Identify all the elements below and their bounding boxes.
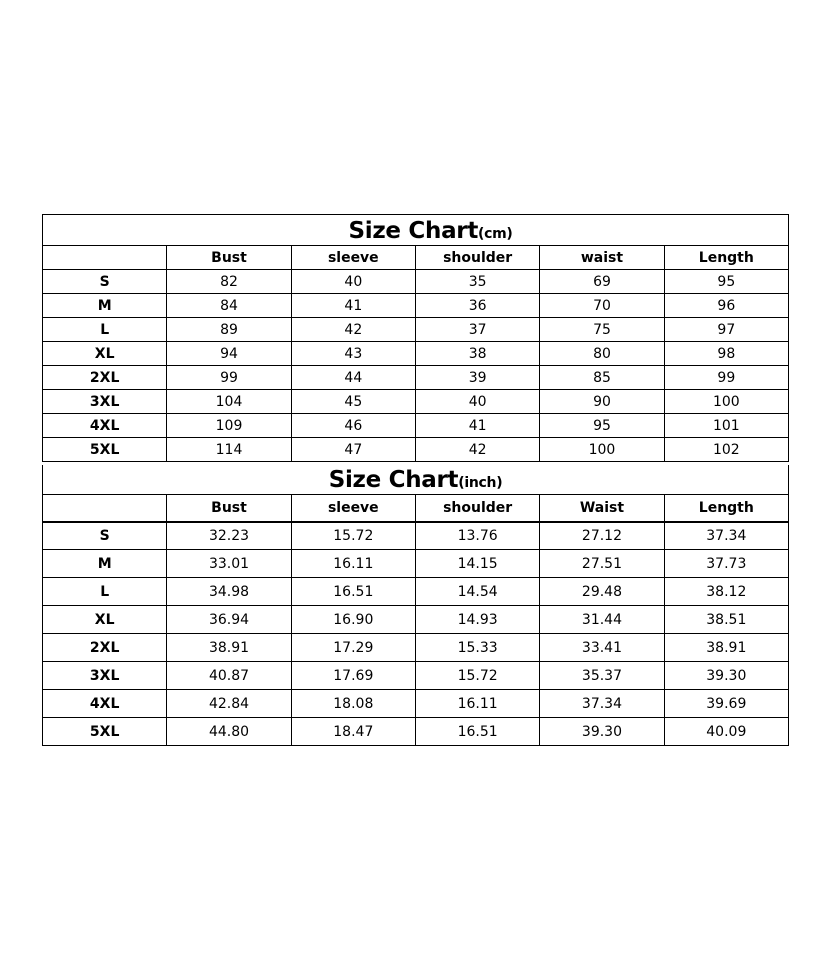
size-label-cell: M [43,550,167,578]
chart-title-row [42,214,789,245]
measurement-cell: 33.01 [167,550,291,578]
chart-unit: (cm) [478,226,513,242]
measurement-cell: 16.90 [291,606,415,634]
measurement-cell: 38 [415,342,539,366]
measurement-cell: 69 [540,270,664,294]
header-size-cell [43,246,167,270]
measurement-cell: 29.48 [540,578,664,606]
measurement-cell: 95 [664,270,788,294]
header-row [43,495,789,522]
measurement-cell: 39.30 [540,718,664,746]
table-row [43,522,789,550]
measurement-cell: 38.51 [664,606,788,634]
measurement-cell: 47 [291,438,415,462]
table-row [43,578,789,606]
size-chart-cm [42,214,789,462]
size-label-cell: 4XL [43,690,167,718]
measurement-cell: 16.51 [291,578,415,606]
table-row [43,366,789,390]
size-label-cell: XL [43,606,167,634]
table-row [43,690,789,718]
header-row [43,246,789,270]
measurement-cell: 40 [291,270,415,294]
size-label-cell: 2XL [43,634,167,662]
chart-title-text: Size Chart [328,467,459,493]
measurement-cell: 43 [291,342,415,366]
table-row [43,294,789,318]
measurement-cell: 14.15 [415,550,539,578]
measurement-cell: 95 [540,414,664,438]
measurement-cell: 39.30 [664,662,788,690]
measurement-cell: 37.73 [664,550,788,578]
measurement-cell: 41 [291,294,415,318]
table-row [43,662,789,690]
measurement-cell: 40.87 [167,662,291,690]
size-label-cell: 3XL [43,390,167,414]
size-label-cell: 5XL [43,438,167,462]
measurement-cell: 42 [291,318,415,342]
measurement-cell: 38.12 [664,578,788,606]
table-row [43,718,789,746]
measurement-cell: 114 [167,438,291,462]
measurement-cell: 42 [415,438,539,462]
measurement-cell: 14.54 [415,578,539,606]
measurement-cell: 37.34 [540,690,664,718]
header-cell: Length [664,246,788,270]
measurement-cell: 17.69 [291,662,415,690]
size-label-cell: XL [43,342,167,366]
header-cell: sleeve [291,246,415,270]
measurement-cell: 75 [540,318,664,342]
header-cell: Length [664,495,788,522]
measurement-cell: 82 [167,270,291,294]
measurement-cell: 97 [664,318,788,342]
measurement-cell: 44.80 [167,718,291,746]
measurement-cell: 38.91 [664,634,788,662]
size-label-cell: 2XL [43,366,167,390]
measurement-cell: 16.51 [415,718,539,746]
size-label-cell: 5XL [43,718,167,746]
measurement-cell: 39.69 [664,690,788,718]
measurement-cell: 85 [540,366,664,390]
size-table-cm [42,245,789,462]
measurement-cell: 40 [415,390,539,414]
measurement-cell: 41 [415,414,539,438]
measurement-cell: 109 [167,414,291,438]
measurement-cell: 98 [664,342,788,366]
measurement-cell: 100 [664,390,788,414]
size-label-cell: S [43,270,167,294]
measurement-cell: 90 [540,390,664,414]
measurement-cell: 100 [540,438,664,462]
header-cell: Waist [540,495,664,522]
measurement-cell: 39 [415,366,539,390]
measurement-cell: 27.51 [540,550,664,578]
measurement-cell: 27.12 [540,522,664,550]
size-label-cell: M [43,294,167,318]
chart-unit: (inch) [458,475,503,491]
size-label-cell: L [43,578,167,606]
measurement-cell: 37.34 [664,522,788,550]
table-row [43,390,789,414]
chart-title [43,217,788,248]
table-row [43,318,789,342]
chart-title-text: Size Chart [348,218,479,244]
measurement-cell: 32.23 [167,522,291,550]
measurement-cell: 38.91 [167,634,291,662]
size-label-cell: 4XL [43,414,167,438]
header-cell: waist [540,246,664,270]
table-row [43,606,789,634]
measurement-cell: 15.33 [415,634,539,662]
measurement-cell: 18.47 [291,718,415,746]
measurement-cell: 45 [291,390,415,414]
header-cell: Bust [167,495,291,522]
measurement-cell: 44 [291,366,415,390]
table-row [43,270,789,294]
measurement-cell: 40.09 [664,718,788,746]
table-row [43,550,789,578]
size-chart-inch [42,465,789,746]
measurement-cell: 46 [291,414,415,438]
measurement-cell: 31.44 [540,606,664,634]
measurement-cell: 36.94 [167,606,291,634]
table-row [43,438,789,462]
measurement-cell: 36 [415,294,539,318]
measurement-cell: 99 [167,366,291,390]
measurement-cell: 37 [415,318,539,342]
measurement-cell: 94 [167,342,291,366]
table-row [43,634,789,662]
measurement-cell: 35 [415,270,539,294]
measurement-cell: 35.37 [540,662,664,690]
measurement-cell: 84 [167,294,291,318]
chart-title [43,466,788,497]
header-cell: shoulder [415,246,539,270]
measurement-cell: 15.72 [291,522,415,550]
measurement-cell: 33.41 [540,634,664,662]
measurement-cell: 89 [167,318,291,342]
measurement-cell: 102 [664,438,788,462]
size-label-cell: S [43,522,167,550]
size-label-cell: L [43,318,167,342]
measurement-cell: 80 [540,342,664,366]
measurement-cell: 17.29 [291,634,415,662]
measurement-cell: 13.76 [415,522,539,550]
size-label-cell: 3XL [43,662,167,690]
measurement-cell: 15.72 [415,662,539,690]
measurement-cell: 18.08 [291,690,415,718]
measurement-cell: 34.98 [167,578,291,606]
measurement-cell: 99 [664,366,788,390]
header-cell: sleeve [291,495,415,522]
measurement-cell: 16.11 [291,550,415,578]
header-size-cell [43,495,167,522]
measurement-cell: 101 [664,414,788,438]
measurement-cell: 104 [167,390,291,414]
measurement-cell: 70 [540,294,664,318]
header-cell: shoulder [415,495,539,522]
measurement-cell: 42.84 [167,690,291,718]
measurement-cell: 14.93 [415,606,539,634]
table-row [43,342,789,366]
measurement-cell: 96 [664,294,788,318]
header-cell: Bust [167,246,291,270]
size-table-inch [42,494,789,746]
chart-title-row [42,465,789,494]
table-row [43,414,789,438]
measurement-cell: 16.11 [415,690,539,718]
